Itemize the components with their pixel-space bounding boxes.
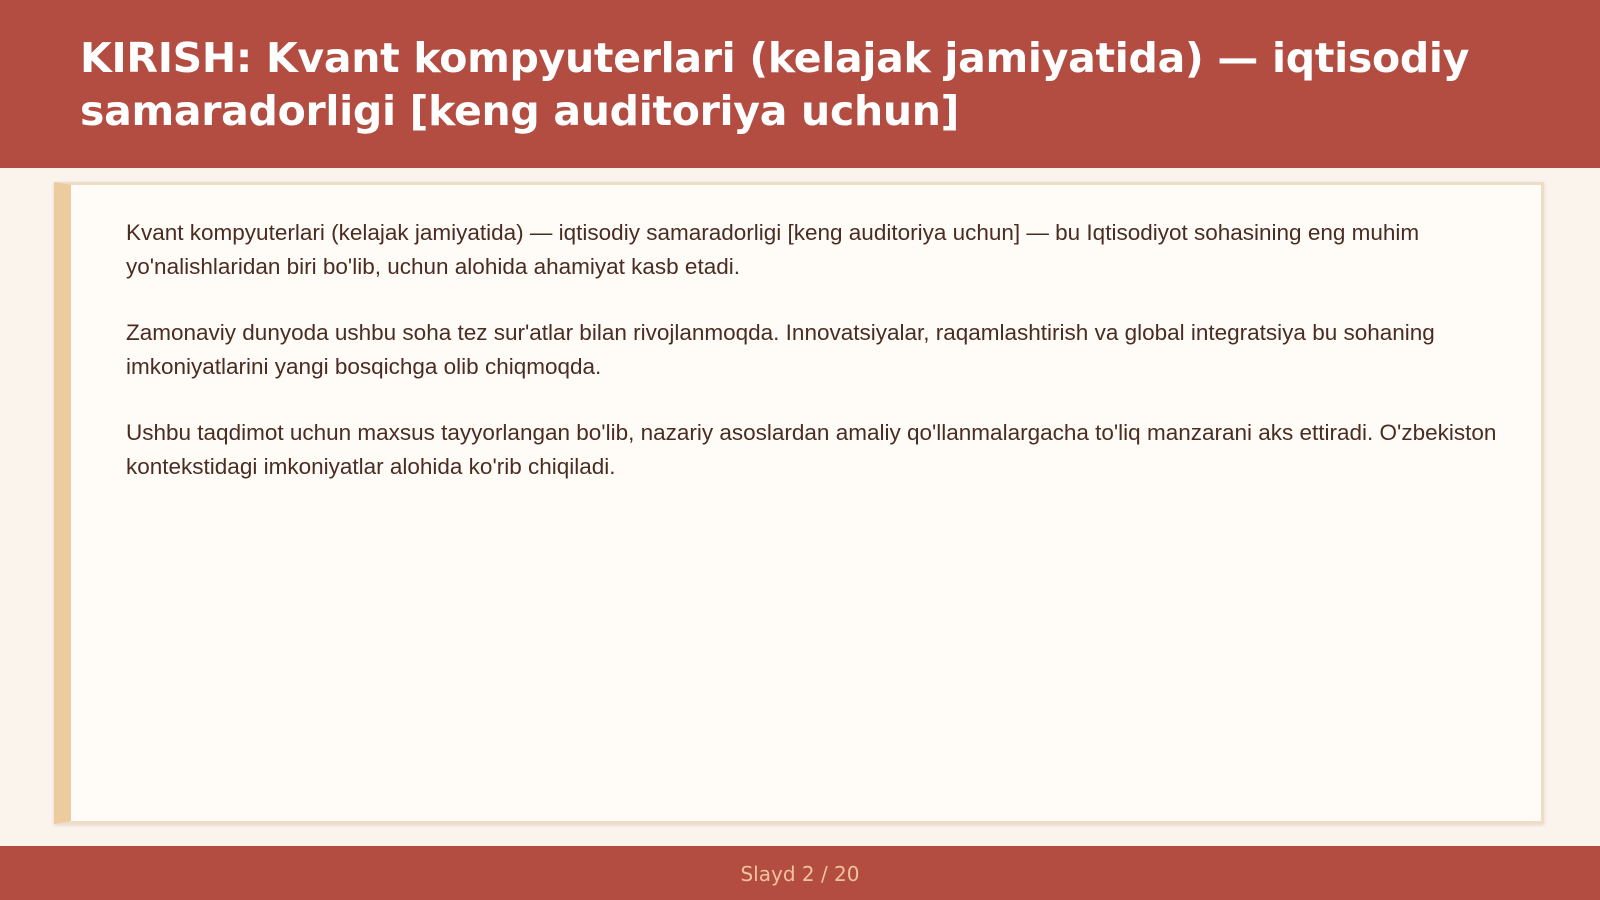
content-card xyxy=(54,182,1544,824)
intro-paragraph: Kvant kompyuterlari (kelajak jamiyatida) — iqtisodiy samaradorligi [keng auditoriya uchun] — bu Iqtisodiyot sohasining eng muhim yo'nalishlaridan biri bo'lib, uchun alohida ahamiyat kasb etadi. xyxy=(126,220,1420,279)
slide-footer xyxy=(0,846,1600,900)
slide-title: KIRISH: Kvant kompyuterlari (kelajak jamiyatida) — iqtisodiy samaradorligi [keng auditoriya uchun] xyxy=(80,34,1470,135)
presentation-purpose-paragraph: Ushbu taqdimot uchun maxsus tayyorlangan bo'lib, nazariy asoslardan amaliy qo'llanmalargacha to'liq manzarani aks ettiradi. O'zbekiston kontekstidagi imkoniyatlar alohida ko'rib chiqiladi. xyxy=(126,420,1497,479)
slide-header xyxy=(0,0,1600,168)
slide-counter: Slayd 2 / 20 xyxy=(740,862,860,886)
development-paragraph: Zamonaviy dunyoda ushbu soha tez sur'atlar bilan rivojlanmoqda. Innovatsiyalar, raqamlashtirish va global integratsiya bu sohaning imkoniyatlarini yangi bosqichga olib chiqmoqda. xyxy=(126,320,1435,379)
